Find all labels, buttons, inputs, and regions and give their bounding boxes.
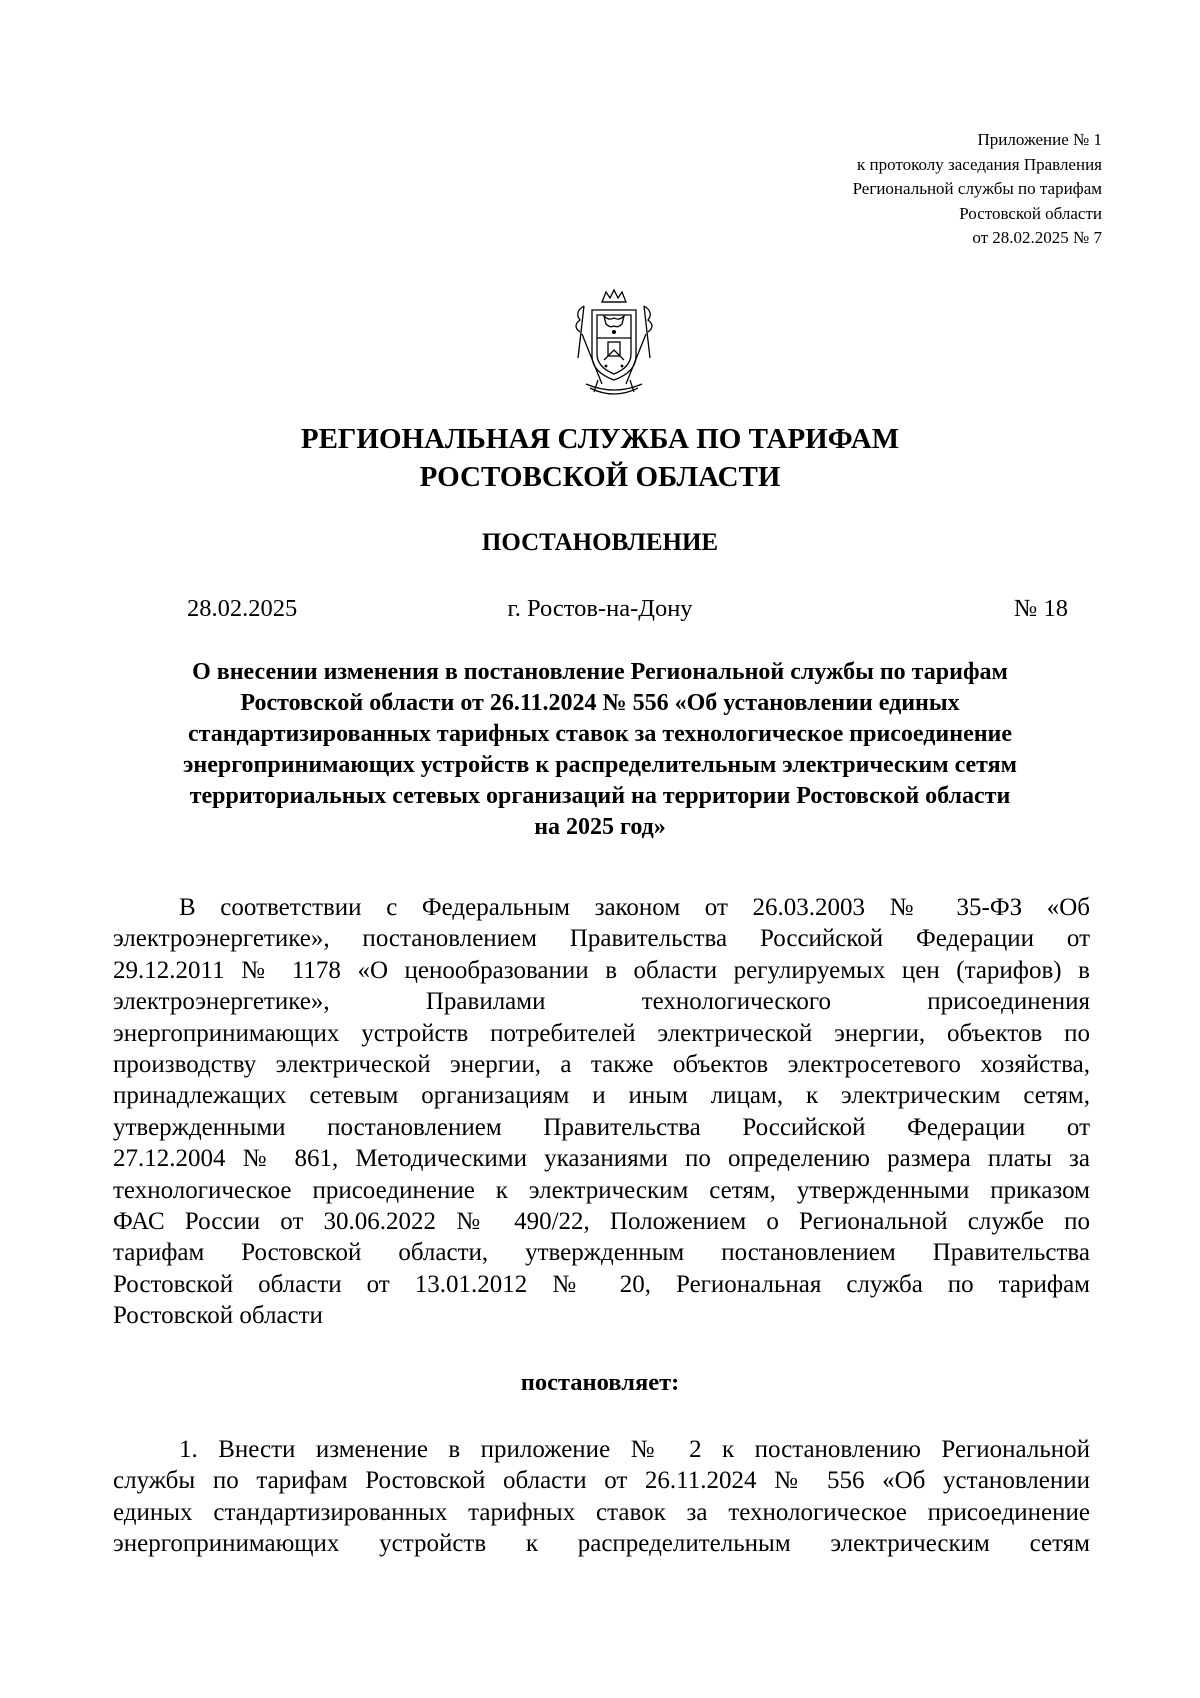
subject-line: О внесении изменения в постановление Региональной службы по тарифам bbox=[192, 659, 1008, 685]
attachment-line: Приложение № 1 bbox=[977, 130, 1102, 149]
preamble-line: принадлежащих сетевым организациям и иным лицам, к электрическим сетям, bbox=[113, 1082, 1090, 1110]
subject-line: на 2025 год» bbox=[534, 814, 666, 840]
attachment-line: к протоколу заседания Правления bbox=[857, 154, 1102, 174]
preamble-line: Ростовской области bbox=[113, 1302, 323, 1330]
preamble-line: технологическое присоединение к электрическим сетям, утвержденными приказом bbox=[113, 1176, 1090, 1204]
coat-of-arms-icon bbox=[564, 288, 664, 400]
preamble-line: электроэнергетике», Правилами технологического присоединения bbox=[113, 988, 1090, 1016]
agency-name-line-1: РЕГИОНАЛЬНАЯ СЛУЖБА ПО ТАРИФАМ bbox=[300, 423, 900, 455]
subject-line: стандартизированных тарифных ставок за технологическое присоединение bbox=[187, 721, 1013, 747]
agency-name-line-2: РОСТОВСКОЙ ОБЛАСТИ bbox=[419, 461, 781, 493]
attachment-line: от 28.02.2025 № 7 bbox=[972, 228, 1102, 247]
document-type: ПОСТАНОВЛЕНИЕ bbox=[481, 529, 719, 556]
item-1-line: службы по тарифам Ростовской области от 26.11.2024 № 556 «Об установлении bbox=[113, 1467, 1090, 1495]
document-subject bbox=[120, 657, 1080, 843]
document-city: г. Ростов-на-Дону bbox=[507, 595, 693, 622]
preamble-line: Ростовской области от 13.01.2012 № 20, Региональная служба по тарифам bbox=[113, 1270, 1090, 1298]
subject-line: территориальных сетевых организаций на территории Ростовской области bbox=[189, 783, 1011, 809]
preamble-line: 27.12.2004 № 861, Методическими указаниями по определению размера платы за bbox=[113, 1145, 1090, 1173]
preamble-line: производству электрической энергии, а также объектов электросетевого хозяйства, bbox=[113, 1051, 1090, 1079]
document-number: № 18 bbox=[1013, 595, 1068, 622]
document-date: 28.02.2025 bbox=[187, 595, 298, 622]
resolves-heading: постановляет: bbox=[520, 1369, 680, 1396]
attachment-header bbox=[682, 128, 1102, 251]
preamble-line: электроэнергетике», постановлением Правительства Российской Федерации от bbox=[113, 925, 1090, 953]
item-1-line: 1. Внести изменение в приложение № 2 к постановлению Региональной bbox=[179, 1436, 1090, 1463]
attachment-line: Региональной службы по тарифам bbox=[852, 179, 1102, 198]
preamble-line: 29.12.2011 № 1178 «О ценообразовании в области регулируемых цен (тарифов) в bbox=[113, 956, 1090, 984]
preamble-line: утвержденными постановлением Правительства Российской Федерации от bbox=[113, 1113, 1090, 1141]
subject-line: энергопринимающих устройств к распределительным электрическим сетям bbox=[183, 752, 1017, 778]
attachment-line: Ростовской области bbox=[959, 203, 1102, 223]
agency-name bbox=[150, 420, 1050, 496]
item-1-paragraph bbox=[113, 1434, 1090, 1560]
preamble-line: энергопринимающих устройств потребителей электрической энергии, объектов по bbox=[113, 1019, 1090, 1047]
item-1-line: энергопринимающих устройств к распределительным электрическим сетям bbox=[113, 1530, 1090, 1558]
item-1-line: единых стандартизированных тарифных ставок за технологическое присоединение bbox=[113, 1498, 1090, 1526]
preamble-line: В соответствии с Федеральным законом от 26.03.2003 № 35-ФЗ «Об bbox=[179, 894, 1090, 921]
preamble-line: ФАС России от 30.06.2022 № 490/22, Положением о Региональной службе по bbox=[113, 1208, 1090, 1236]
subject-line: Ростовской области от 26.11.2024 № 556 «Об установлении единых bbox=[240, 690, 960, 716]
preamble-line: тарифам Ростовской области, утвержденным постановлением Правительства bbox=[113, 1239, 1090, 1267]
preamble-paragraph bbox=[113, 892, 1090, 1332]
